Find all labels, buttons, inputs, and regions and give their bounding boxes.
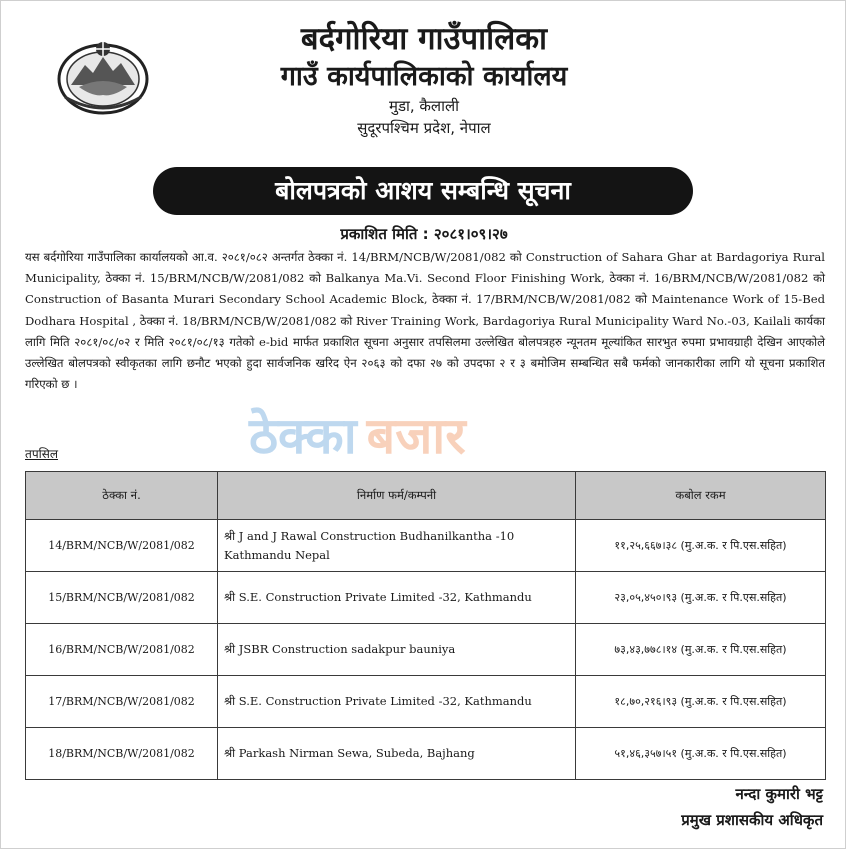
firm-cell: श्री JSBR Construction sadakpur bauniya: [218, 624, 576, 676]
watermark-part-1: ठेक्का: [249, 407, 357, 465]
watermark-part-2: बजार: [366, 407, 466, 465]
contract-no-cell: 17/BRM/NCB/W/2081/082: [26, 676, 218, 728]
watermark: [249, 406, 629, 466]
header-firm: निर्माण फर्म/कम्पनी: [218, 472, 576, 520]
municipality-name: बर्दगोरिया गाउँपालिका: [300, 21, 548, 57]
signatory-designation: प्रमुख प्रशासकीय अधिकृत: [681, 811, 823, 829]
contract-no-cell: 16/BRM/NCB/W/2081/082: [26, 624, 218, 676]
notice-body: यस बर्दगोरिया गाउँपालिका कार्यालयको आ.व. २०८१/०८२ अन्तर्गत ठेक्का नं. 14/BRM/NCB/W/2081/082 को Construction of Sahara Ghar at Bardagoriya Rural Municipality, ठेक्का नं. 15/BRM/NCB/W/2081/082 को Balkanya Ma.Vi. Second Floor Finishing Work, ठेक्का नं. 16/BRM/NCB/W/2081/082 को Construction of Basanta Murari Secondary School Academic Block, ठेक्का नं. 17/BRM/NCB/W/2081/082 को Maintenance Work of 15-Bed Dodhara Hospital , ठेक्का नं. 18/BRM/NCB/W/2081/082 को River Training Work, Bardagoriya Rural Municipality Ward No.-03, Kailali कार्यका लागि मिति २०८१/०८/०२ र मिति २०८१/०८/१३ गतेको e-bid मार्फत प्रकाशित सूचना अनुसार तपसिलमा उल्लेखित बोलपत्रहरु न्यूनतम मूल्यांकित सारभुत रुपमा प्रभावग्राही देखिन आएकोले उल्लेखित बोलपत्रको स्वीकृतका लागि छनौट भएको हुदा सार्वजनिक खरिद ऐन २०६३ को दफा २७ को उपदफा २ र ३ बमोजिम सम्बन्धित सबै फर्मको जानकारीका लागि यो सूचना प्रकाशित गरिएको छ ।: [25, 250, 825, 392]
table-row: [26, 520, 826, 572]
table-header-row: [26, 472, 826, 520]
award-table: [25, 471, 826, 780]
header-contract-no: ठेक्का नं.: [26, 472, 218, 520]
province-name: सुदूरपश्चिम प्रदेश, नेपाल: [357, 119, 491, 137]
firm-cell: श्री S.E. Construction Private Limited -32, Kathmandu: [218, 676, 576, 728]
header-amount: कबोल रकम: [576, 472, 826, 520]
contract-no-cell: 14/BRM/NCB/W/2081/082: [26, 520, 218, 572]
firm-cell: श्री S.E. Construction Private Limited -32, Kathmandu: [218, 572, 576, 624]
amount-cell: १८,७०,२१६।९३ (मु.अ.क. र पि.एस.सहित): [576, 676, 826, 728]
office-name: गाउँ कार्यपालिकाको कार्यालय: [280, 61, 568, 92]
amount-cell: ७३,४३,७७८।१४ (मु.अ.क. र पि.एस.सहित): [576, 624, 826, 676]
contract-no-cell: 18/BRM/NCB/W/2081/082: [26, 728, 218, 780]
schedule-label: तपसिल: [25, 447, 59, 461]
table-row: [26, 624, 826, 676]
contract-no-cell: 15/BRM/NCB/W/2081/082: [26, 572, 218, 624]
letterhead: [1, 19, 846, 139]
amount-cell: २३,०५,४५०।९३ (मु.अ.क. र पि.एस.सहित): [576, 572, 826, 624]
notice-title-banner: बोलपत्रको आशय सम्बन्धि सूचना: [153, 167, 693, 215]
published-date: प्रकाशित मिति : २०८१।०९।२७: [340, 225, 508, 243]
firm-cell: श्री Parkash Nirman Sewa, Subeda, Bajhang: [218, 728, 576, 780]
signature-block: [681, 781, 823, 833]
table-row: [26, 728, 826, 780]
signatory-name: नन्दा कुमारी भट्ट: [735, 785, 823, 803]
amount-cell: ११,२५,६६७।३८ (मु.अ.क. र पि.एस.सहित): [576, 520, 826, 572]
table-row: [26, 676, 826, 728]
firm-cell: श्री J and J Rawal Construction Budhanilkantha -10 Kathmandu Nepal: [218, 520, 576, 572]
amount-cell: ५१,४६,३५७।५१ (मु.अ.क. र पि.एस.सहित): [576, 728, 826, 780]
office-location: मुडा, कैलाली: [388, 97, 460, 115]
table-row: [26, 572, 826, 624]
